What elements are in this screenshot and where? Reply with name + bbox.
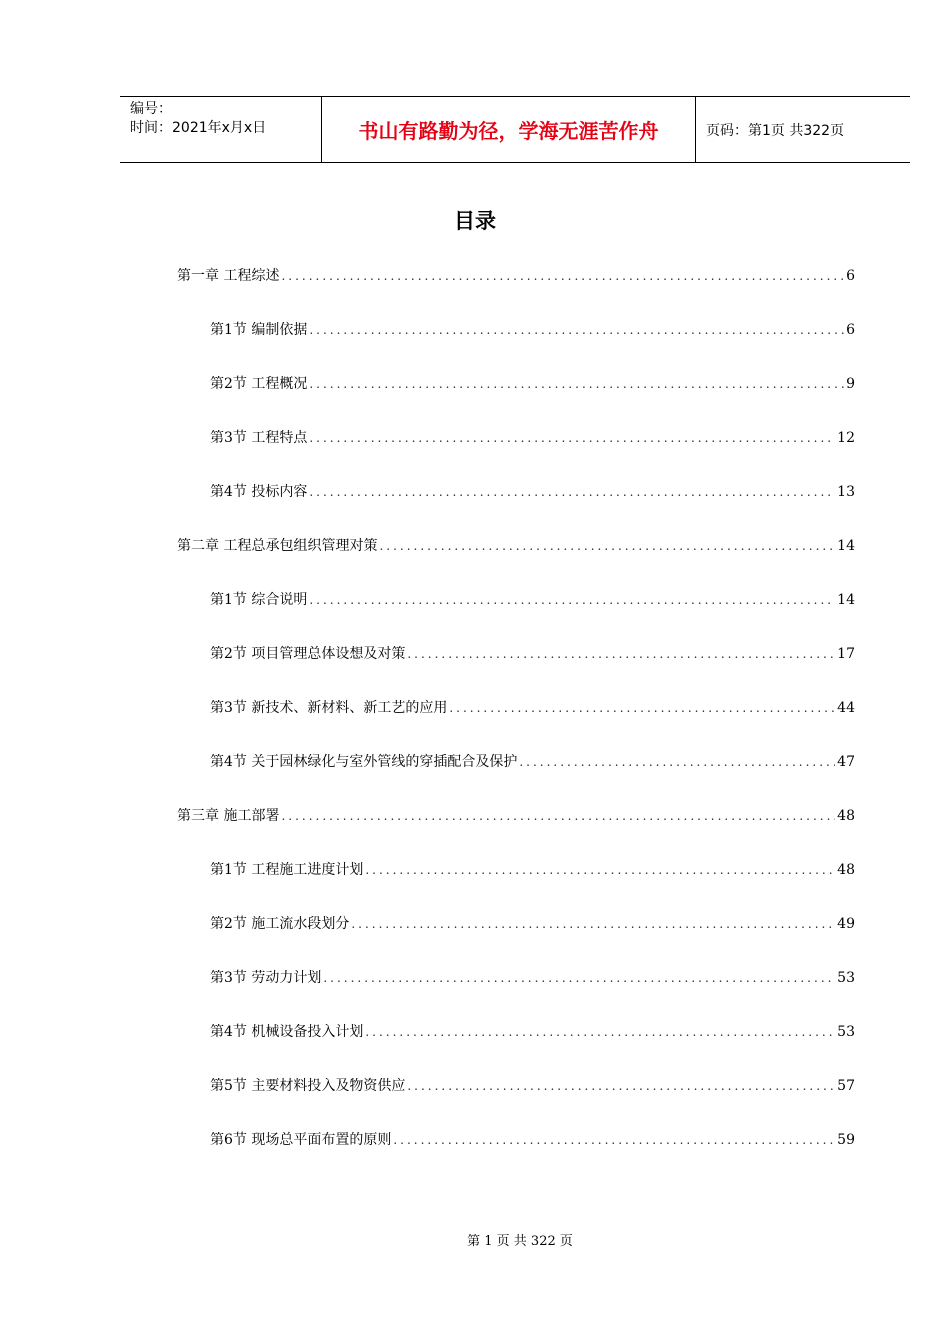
toc-entry-label: 第1节 工程施工进度计划 bbox=[210, 862, 364, 878]
toc-leader-dots bbox=[281, 269, 844, 283]
toc-entry-page: 6 bbox=[846, 322, 855, 338]
toc-entry-label: 第2节 工程概况 bbox=[210, 376, 308, 392]
toc-entry-page: 14 bbox=[837, 592, 855, 608]
toc-entry-label: 第一章 工程综述 bbox=[177, 268, 280, 284]
toc-leader-dots bbox=[407, 1079, 835, 1093]
toc-entry[interactable] bbox=[210, 1129, 855, 1151]
toc-entry-page: 53 bbox=[837, 1024, 855, 1040]
header-page-info: 页码：第1页 共322页 bbox=[706, 122, 845, 139]
toc-entry-label: 第2节 项目管理总体设想及对策 bbox=[210, 646, 406, 662]
toc-entry[interactable] bbox=[210, 427, 855, 449]
toc-leader-dots bbox=[393, 1133, 835, 1147]
toc-entry[interactable] bbox=[210, 589, 855, 611]
header-motto: 书山有路勤为径，学海无涯苦作舟 bbox=[322, 97, 696, 162]
toc-entry-page: 14 bbox=[837, 538, 855, 554]
toc-leader-dots bbox=[519, 755, 835, 769]
toc-entry[interactable] bbox=[177, 535, 855, 557]
toc-leader-dots bbox=[365, 1025, 835, 1039]
header-meta bbox=[120, 97, 322, 162]
toc-leader-dots bbox=[309, 431, 835, 445]
toc-title: 目录 bbox=[454, 209, 496, 233]
toc-entry-page: 59 bbox=[837, 1132, 855, 1148]
toc-leader-dots bbox=[309, 485, 835, 499]
toc-leader-dots bbox=[407, 647, 835, 661]
toc-entry-label: 第1节 综合说明 bbox=[210, 592, 308, 608]
toc-entry-label: 第4节 关于园林绿化与室外管线的穿插配合及保护 bbox=[210, 754, 518, 770]
toc-leader-dots bbox=[323, 971, 835, 985]
toc-entry-label: 第6节 现场总平面布置的原则 bbox=[210, 1132, 392, 1148]
toc-entry-label: 第4节 机械设备投入计划 bbox=[210, 1024, 364, 1040]
toc-entry-page: 12 bbox=[837, 430, 855, 446]
toc-entry[interactable] bbox=[210, 481, 855, 503]
toc-entry[interactable] bbox=[210, 1021, 855, 1043]
toc-entry-label: 第3节 工程特点 bbox=[210, 430, 308, 446]
toc-entry[interactable] bbox=[210, 967, 855, 989]
toc-entry-label: 第5节 主要材料投入及物资供应 bbox=[210, 1078, 406, 1094]
toc-entry-page: 6 bbox=[846, 268, 855, 284]
toc-entry[interactable] bbox=[210, 751, 855, 773]
toc-entry[interactable] bbox=[210, 913, 855, 935]
toc-entry-page: 44 bbox=[837, 700, 855, 716]
page-header bbox=[120, 96, 910, 163]
toc-leader-dots bbox=[281, 809, 835, 823]
toc-entry-label: 第3节 新技术、新材料、新工艺的应用 bbox=[210, 700, 448, 716]
toc-entry-label: 第2节 施工流水段划分 bbox=[210, 916, 350, 932]
toc-entry[interactable] bbox=[210, 1075, 855, 1097]
toc-entry-page: 48 bbox=[837, 862, 855, 878]
toc-entry[interactable] bbox=[210, 373, 855, 395]
toc-entry-page: 53 bbox=[837, 970, 855, 986]
toc-entry[interactable] bbox=[177, 265, 855, 287]
toc-leader-dots bbox=[365, 863, 835, 877]
toc-entry-page: 13 bbox=[837, 484, 855, 500]
toc-entry-page: 17 bbox=[837, 646, 855, 662]
doc-number-label: 编号： bbox=[130, 101, 172, 117]
toc-entry-page: 47 bbox=[837, 754, 855, 770]
toc-entry-label: 第二章 工程总承包组织管理对策 bbox=[177, 538, 378, 554]
toc-entry[interactable] bbox=[210, 859, 855, 881]
toc-entry-page: 48 bbox=[837, 808, 855, 824]
toc-entry[interactable] bbox=[210, 697, 855, 719]
toc-entry-label: 第三章 施工部署 bbox=[177, 808, 280, 824]
toc-leader-dots bbox=[351, 917, 835, 931]
toc-entry-page: 9 bbox=[846, 376, 855, 392]
toc-entry-page: 57 bbox=[837, 1078, 855, 1094]
toc-leader-dots bbox=[309, 593, 835, 607]
toc-entry-label: 第1节 编制依据 bbox=[210, 322, 308, 338]
toc-entry-label: 第4节 投标内容 bbox=[210, 484, 308, 500]
toc-entry[interactable] bbox=[210, 643, 855, 665]
toc-leader-dots bbox=[309, 377, 844, 391]
page-footer: 第 1 页 共 322 页 bbox=[467, 1234, 573, 1249]
toc-entry-page: 49 bbox=[837, 916, 855, 932]
toc-entry-label: 第3节 劳动力计划 bbox=[210, 970, 322, 986]
toc-entry[interactable] bbox=[210, 319, 855, 341]
toc-leader-dots bbox=[379, 539, 835, 553]
toc-leader-dots bbox=[309, 323, 844, 337]
doc-time: 时间：2021年x月x日 bbox=[130, 120, 267, 136]
toc-leader-dots bbox=[449, 701, 835, 715]
toc-entry[interactable] bbox=[177, 805, 855, 827]
